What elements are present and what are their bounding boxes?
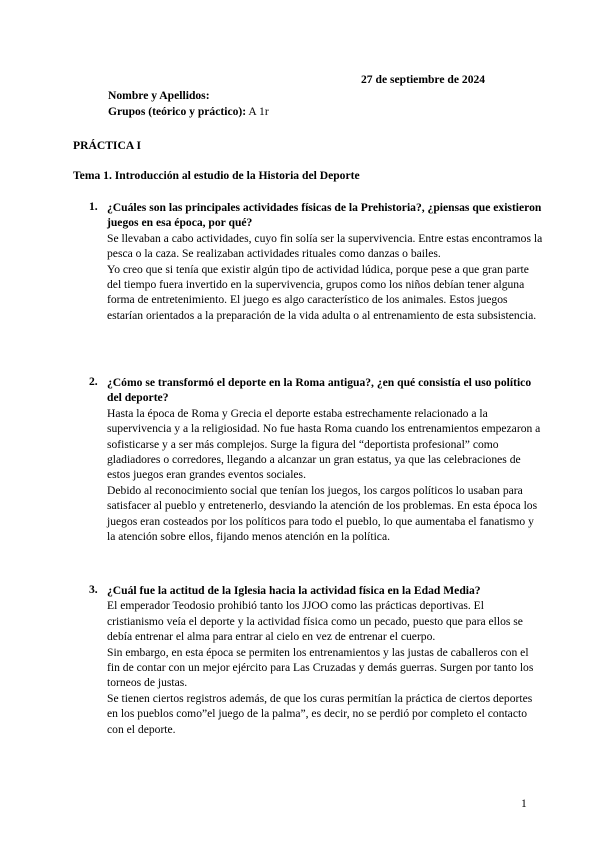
- answer: [107, 598, 543, 737]
- answer-paragraph: Se llevaban a cabo actividades, cuyo fin solía ser la supervivencia. Entre estas encontramos la pesca o la caza. Se realizaban actividades rituales como danzas o bailes.: [107, 231, 543, 261]
- question-title: ¿Cómo se transformó el deporte en la Roma antigua?, ¿en qué consistía el uso político del deporte?: [107, 376, 532, 405]
- practice-title: PRÁCTICA I: [73, 139, 141, 152]
- question-number: 3.: [89, 583, 98, 596]
- question-title: ¿Cuál fue la actitud de la Iglesia hacia la actividad física en la Edad Media?: [107, 584, 481, 597]
- question-3: [73, 583, 543, 737]
- name-label: Nombre y Apellidos:: [108, 89, 210, 102]
- topic-title: Tema 1. Introducción al estudio de la Historia del Deporte: [73, 169, 360, 182]
- document-date: 27 de septiembre de 2024: [361, 73, 486, 86]
- question-number: 2.: [89, 375, 98, 388]
- group-label: Grupos (teórico y práctico):: [108, 105, 247, 118]
- question-title: ¿Cuáles son las principales actividades físicas de la Prehistoria?, ¿piensas que existieron juegos en esa época, por qué?: [107, 201, 542, 230]
- group-value: A 1r: [248, 105, 269, 118]
- question-1: [73, 200, 543, 323]
- answer-paragraph: Hasta la época de Roma y Grecia el deporte estaba estrechamente relacionado a la supervivencia y a la religiosidad. No fue hasta Roma cuando los entrenamientos empezaron a sofisticarse y a ser más complejos. Surge la figura del “deportista profesional” como gladiadores o corredores, llegando a alcanzar un gran estatus, ya que las celebraciones de estos juegos eran grandes eventos sociales.: [107, 406, 541, 482]
- page-number: 1: [521, 797, 527, 810]
- question-number: 1.: [89, 200, 98, 213]
- name-field: [108, 89, 210, 102]
- answer-paragraph: Yo creo que si tenía que existir algún tipo de actividad lúdica, porque pese a que gran parte del tiempo fuera invertido en la supervivencia, grupos como los niños debían tener alguna forma de entretenimiento. El juego es algo característico de los animales. Estos juegos estarían orientados a la preparación de la vida adulta o al entrenamiento de esta subsistencia.: [107, 262, 537, 322]
- answer-paragraph: Debido al reconocimiento social que tenían los juegos, los cargos políticos lo usaban para satisfacer al pueblo y entretenerlo, desviando la atención de los problemas. En esta época los juegos eran costeados por los políticos para todo el pueblo, lo que aumentaba el fanatismo y la atención sobre ellos, fijando menos atención en la política.: [107, 483, 538, 544]
- answer-paragraph: El emperador Teodosio prohibió tanto los JJOO como las prácticas deportivas. El cristianismo veía el deporte y la actividad física como un pecado, puesto que para ellos se debía entrenar el alma para entrar al cielo en vez de entrenar el cuerpo.: [107, 599, 523, 644]
- question-2: [73, 375, 543, 544]
- answer: [107, 231, 543, 323]
- group-field: [108, 105, 269, 118]
- answer: [107, 406, 543, 545]
- answer-paragraph: Se tienen ciertos registros además, de que los curas permitían la práctica de ciertos deportes en los pueblos como”el juego de la palma”, es decir, no se perdió por completo el contacto con el deporte.: [107, 691, 533, 736]
- answer-paragraph: Sin embargo, en esta época se permiten los entrenamientos y las justas de caballeros con el fin de contar con un mejor ejército para Las Cruzadas y demás guerras. Surgen por tanto los torneos de justas.: [107, 645, 534, 690]
